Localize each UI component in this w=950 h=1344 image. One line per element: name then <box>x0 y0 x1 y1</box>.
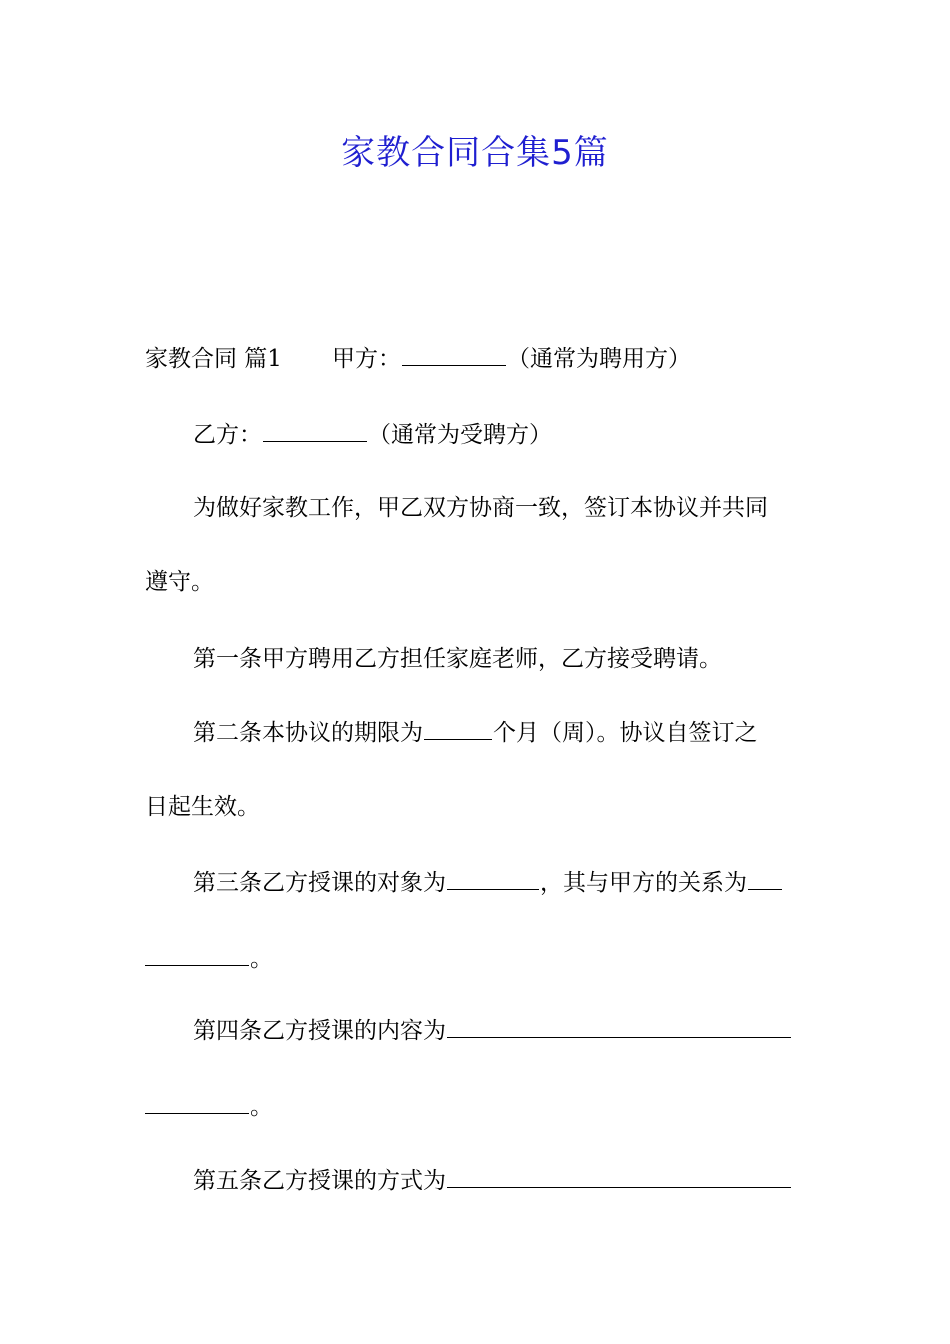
party-b-blank <box>263 419 367 442</box>
article-4-line-1 <box>193 1014 792 1048</box>
article-2-line-1 <box>193 716 758 750</box>
article-5-line-1 <box>193 1164 792 1198</box>
party-a-note: （通常为聘用方） <box>506 346 691 372</box>
article-5-blank <box>447 1165 791 1188</box>
intro-line-2: 遵守。 <box>145 569 214 595</box>
article-5-text-a: 第五条乙方授课的方式为 <box>193 1168 446 1194</box>
article-2-line-2: 日起生效。 <box>145 794 260 820</box>
article-3-text-b: ，其与甲方的关系为 <box>540 870 747 896</box>
article-3-relation-blank-cont <box>145 943 249 966</box>
article-4-blank-cont <box>145 1091 249 1114</box>
article-4-line-2 <box>145 1090 273 1124</box>
party-a-blank <box>402 343 506 366</box>
article-3-end: 。 <box>250 946 273 972</box>
article-3-relation-blank <box>748 867 782 890</box>
article-2-text-a: 第二条本协议的期限为 <box>193 720 423 746</box>
article-1: 第一条甲方聘用乙方担任家庭老师，乙方接受聘请。 <box>193 646 722 672</box>
article-2-blank <box>424 717 492 740</box>
party-b-note: （通常为受聘方） <box>368 422 552 448</box>
article-4-text-a: 第四条乙方授课的内容为 <box>193 1018 446 1044</box>
party-a-label: 甲方： <box>331 346 401 372</box>
party-b-line <box>193 418 552 452</box>
article-3-line-2 <box>145 942 273 976</box>
heading-line <box>145 342 691 376</box>
document-title: 家教合同合集5篇 <box>341 133 609 173</box>
article-4-blank <box>447 1015 791 1038</box>
article-2-text-b: 个月（周）。协议自签订之 <box>493 720 758 746</box>
contract-heading: 家教合同 篇1 <box>145 346 282 372</box>
article-3-line-1 <box>193 866 783 900</box>
intro-line-1: 为做好家教工作，甲乙双方协商一致，签订本协议并共同 <box>193 495 768 521</box>
party-b-label: 乙方： <box>193 422 262 448</box>
article-4-end: 。 <box>250 1094 273 1120</box>
article-3-object-blank <box>447 867 539 890</box>
article-3-text-a: 第三条乙方授课的对象为 <box>193 870 446 896</box>
